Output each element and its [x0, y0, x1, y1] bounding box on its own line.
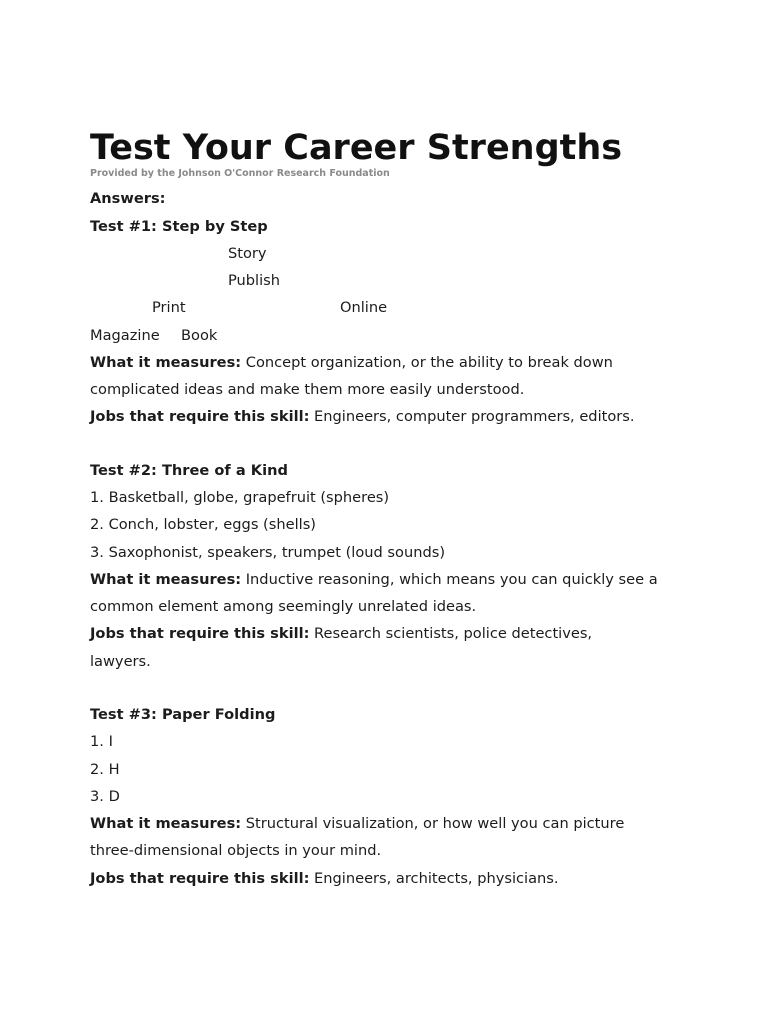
test3-jobs [90, 869, 559, 889]
page-title: Test Your Career Strengths [90, 128, 623, 168]
test1-heading: Test #1: Step by Step [90, 218, 268, 235]
test2-measures [90, 570, 658, 590]
test2-answer-3: 3. Saxophonist, speakers, trumpet (loud sounds) [90, 544, 446, 561]
test1-jobs-label: Jobs that require this skill: [90, 408, 310, 425]
test2-jobs-continued: lawyers. [90, 653, 151, 670]
test2-heading: Test #2: Three of a Kind [90, 462, 288, 479]
test1-diagram-book: Book [181, 327, 218, 344]
answers-heading: Answers: [90, 190, 166, 207]
test1-diagram-publish: Publish [228, 272, 281, 289]
test3-answer-2: 2. H [90, 761, 120, 778]
test1-measures-continued: complicated ideas and make them more easily understood. [90, 381, 525, 398]
test1-jobs-text: Engineers, computer programmers, editors. [309, 408, 635, 425]
test2-measures-text: Inductive reasoning, which means you can quickly see a [241, 571, 658, 588]
test3-jobs-label: Jobs that require this skill: [90, 870, 310, 887]
test2-answer-1: 1. Basketball, globe, grapefruit (spheres) [90, 489, 390, 506]
test1-jobs [90, 407, 635, 427]
test3-answer-1: 1. I [90, 733, 113, 750]
test3-answer-3: 3. D [90, 788, 120, 805]
test3-measures-text: Structural visualization, or how well you can picture [241, 815, 625, 832]
test1-measures [90, 353, 613, 373]
test2-jobs-text: Research scientists, police detectives, [309, 625, 593, 642]
test2-measures-label: What it measures: [90, 571, 242, 588]
test2-jobs-label: Jobs that require this skill: [90, 625, 310, 642]
test3-jobs-text: Engineers, architects, physicians. [309, 870, 559, 887]
test1-diagram-story: Story [228, 245, 267, 262]
test2-jobs [90, 624, 592, 644]
page-subtitle: Provided by the Johnson O'Connor Research Foundation [90, 168, 390, 179]
test3-measures-continued: three-dimensional objects in your mind. [90, 842, 382, 859]
test2-measures-continued: common element among seemingly unrelated ideas. [90, 598, 477, 615]
test3-heading: Test #3: Paper Folding [90, 706, 276, 723]
test1-measures-text: Concept organization, or the ability to break down [241, 354, 613, 371]
test3-measures-label: What it measures: [90, 815, 242, 832]
test1-diagram-print: Print [152, 299, 186, 316]
test3-measures [90, 814, 624, 834]
test2-answer-2: 2. Conch, lobster, eggs (shells) [90, 516, 316, 533]
test1-diagram-magazine: Magazine [90, 327, 160, 344]
test1-diagram-online: Online [340, 299, 388, 316]
test1-measures-label: What it measures: [90, 354, 242, 371]
